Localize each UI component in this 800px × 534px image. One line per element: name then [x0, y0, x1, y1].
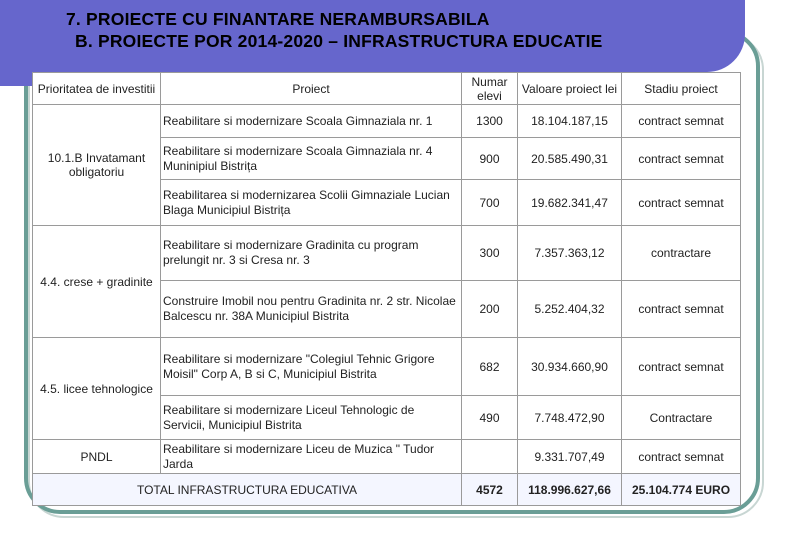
- project-cell: Reabilitare si modernizare Liceul Tehnologic de Servicii, Municipiul Bistrita: [161, 396, 462, 440]
- value-cell: 30.934.660,90: [518, 338, 622, 396]
- stage-cell: Contractare: [622, 396, 741, 440]
- project-cell: Reabilitare si modernizare Scoala Gimnaziala nr. 4 Muninipiul Bistrița: [161, 138, 462, 180]
- value-cell: 19.682.341,47: [518, 180, 622, 226]
- slide-title: [66, 8, 603, 52]
- priority-cell: 4.5. licee tehnologice: [33, 338, 161, 440]
- table-row: [33, 105, 741, 138]
- stage-cell: contract semnat: [622, 338, 741, 396]
- stage-cell: contract semnat: [622, 180, 741, 226]
- projects-table-container: [32, 72, 741, 506]
- title-line-2: B. PROIECTE POR 2014-2020 – INFRASTRUCTURA EDUCATIE: [75, 31, 603, 51]
- project-cell: Construire Imobil nou pentru Gradinita nr. 2 str. Nicolae Balcescu nr. 38A Municipiul Bistrita: [161, 281, 462, 338]
- students-cell: 1300: [462, 105, 518, 138]
- header-priority: Prioritatea de investitii: [33, 73, 161, 105]
- header-value: Valoare proiect lei: [518, 73, 622, 105]
- stage-cell: contract semnat: [622, 138, 741, 180]
- project-cell: Reabilitare si modernizare Gradinita cu program prelungit nr. 3 si Cresa nr. 3: [161, 226, 462, 281]
- students-cell: 900: [462, 138, 518, 180]
- stage-cell: contractare: [622, 226, 741, 281]
- header-students: Numar elevi: [462, 73, 518, 105]
- table-row: [33, 338, 741, 396]
- header-project: Proiect: [161, 73, 462, 105]
- stage-cell: contract semnat: [622, 105, 741, 138]
- total-value: 118.996.627,66: [518, 474, 622, 506]
- total-label: TOTAL INFRASTRUCTURA EDUCATIVA: [33, 474, 462, 506]
- priority-cell: 10.1.B Invatamant obligatoriu: [33, 105, 161, 226]
- project-cell: Reabilitare si modernizare Liceu de Muzica " Tudor Jarda: [161, 440, 462, 474]
- value-cell: 7.357.363,12: [518, 226, 622, 281]
- projects-table: [32, 72, 741, 506]
- value-cell: 5.252.404,32: [518, 281, 622, 338]
- students-cell: [462, 440, 518, 474]
- students-cell: 200: [462, 281, 518, 338]
- project-cell: Reabilitare si modernizare Scoala Gimnaziala nr. 1: [161, 105, 462, 138]
- students-cell: 490: [462, 396, 518, 440]
- title-band-accent: [0, 60, 35, 86]
- table-row: [33, 226, 741, 281]
- stage-cell: contract semnat: [622, 440, 741, 474]
- value-cell: 20.585.490,31: [518, 138, 622, 180]
- students-cell: 682: [462, 338, 518, 396]
- total-euro: 25.104.774 EURO: [622, 474, 741, 506]
- value-cell: 9.331.707,49: [518, 440, 622, 474]
- value-cell: 18.104.187,15: [518, 105, 622, 138]
- priority-cell: PNDL: [33, 440, 161, 474]
- total-row: [33, 474, 741, 506]
- title-line-1: 7. PROIECTE CU FINANTARE NERAMBURSABILA: [66, 9, 490, 29]
- table-header-row: [33, 73, 741, 105]
- header-stage: Stadiu proiect: [622, 73, 741, 105]
- project-cell: Reabilitare si modernizare "Colegiul Tehnic Grigore Moisil" Corp A, B si C, Municipiul Bistrita: [161, 338, 462, 396]
- priority-cell: 4.4. crese + gradinite: [33, 226, 161, 338]
- students-cell: 300: [462, 226, 518, 281]
- stage-cell: contract semnat: [622, 281, 741, 338]
- value-cell: 7.748.472,90: [518, 396, 622, 440]
- table-row: [33, 440, 741, 474]
- total-students: 4572: [462, 474, 518, 506]
- students-cell: 700: [462, 180, 518, 226]
- project-cell: Reabilitarea si modernizarea Scolii Gimnaziale Lucian Blaga Municipiul Bistrița: [161, 180, 462, 226]
